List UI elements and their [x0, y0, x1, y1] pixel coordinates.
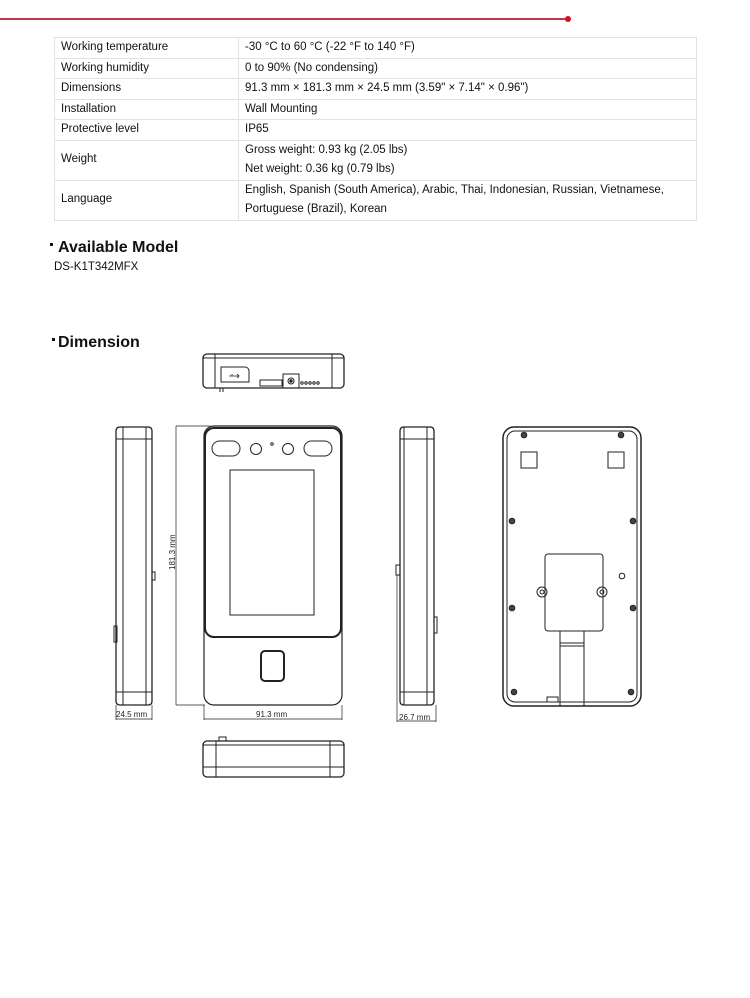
front-view [204, 426, 342, 720]
spec-value: IP65 [239, 120, 697, 141]
spec-label: Language [55, 180, 239, 220]
spec-label: Dimensions [55, 79, 239, 100]
spec-value-line: Net weight: 0.36 kg (0.79 lbs) [245, 163, 395, 175]
spec-value-line: English, Spanish (South America), Arabic, Thai, Indonesian, Russian, Vietnamese, [245, 183, 664, 196]
spec-label: Working humidity [55, 58, 239, 79]
rear-view [503, 427, 641, 706]
depth-label-right: 26.7 mm [399, 713, 431, 722]
spec-label: Working temperature [55, 38, 239, 59]
spec-value: -30 °C to 60 °C (-22 °F to 140 °F) [239, 38, 697, 59]
spec-value-line: Portuguese (Brazil), Korean [245, 203, 387, 215]
bottom-view [203, 737, 344, 777]
left-side-view [114, 427, 155, 720]
available-model-heading: Available Model [50, 239, 178, 257]
spec-value: 91.3 mm × 181.3 mm × 24.5 mm (3.59" × 7.14" × 0.96") [239, 79, 697, 100]
spec-value: 0 to 90% (No condensing) [239, 58, 697, 79]
dimension-heading: Dimension [52, 334, 140, 352]
depth-label-left: 24.5 mm [116, 710, 148, 719]
right-side-view [396, 427, 437, 722]
top-view [203, 354, 344, 392]
height-label: 181.3 mm [168, 534, 177, 570]
spec-value: Wall Mounting [239, 99, 697, 120]
fingerprint-sensor [261, 651, 284, 681]
width-label: 91.3 mm [256, 710, 288, 719]
usb-icon [229, 374, 239, 378]
spec-value-line: Gross weight: 0.93 kg (2.05 lbs) [245, 143, 408, 156]
spec-label: Protective level [55, 120, 239, 141]
spec-label: Installation [55, 99, 239, 120]
spec-label: Weight [55, 140, 239, 180]
model-number: DS-K1T342MFX [54, 261, 139, 273]
